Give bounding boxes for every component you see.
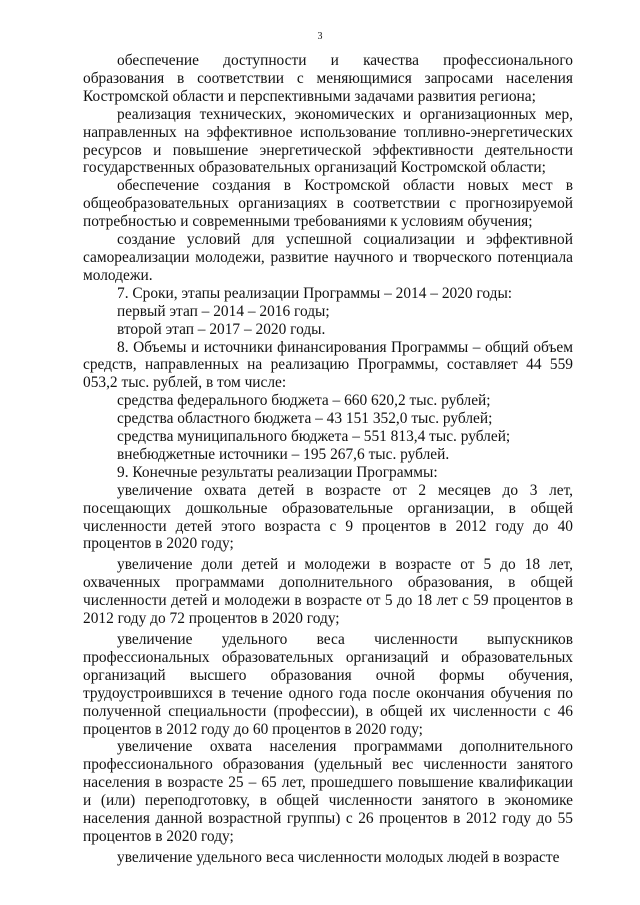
page-number: 3 bbox=[317, 31, 323, 42]
section-heading-financing: 8. Объемы и источники финансирования Программы – общий объем средств, направленных на реализацию Программы, составляет 44 559 053,2 тыс. рублей, в том числе: bbox=[83, 338, 573, 392]
paragraph-goal-energy-efficiency: реализация технических, экономических и организационных мер, направленных на эффективное использование топливно-энергетических ресурсов и повышение энергетической эффективности деятельности государственных образовательных организаций Костромской области; bbox=[83, 105, 573, 177]
funding-municipal: средства муниципального бюджета – 551 813,4 тыс. рублей; bbox=[117, 428, 511, 446]
section-heading-terms: 7. Сроки, этапы реализации Программы – 2014 – 2020 годы: bbox=[117, 284, 513, 302]
paragraph-goal-professional-education: обеспечение доступности и качества профессионального образования в соответствии с меняющимися запросами населения Костромской области и перспективными задачами развития региона; bbox=[83, 52, 573, 105]
paragraph-goal-youth-socialization: создание условий для успешной социализации и эффективной самореализации молодежи, развитие научного и творческого потенциала молодежи. bbox=[83, 231, 573, 284]
stage-first: первый этап – 2014 – 2016 годы; bbox=[117, 302, 330, 320]
result-graduate-employment: увеличение удельного веса численности выпускников профессиональных образовательных организаций и образовательных организаций высшего образования очной формы обучения, трудоустроившихся в течение одного года после окончания обучения по полученной специальности (профессии), в общей их численности с 46 процентов в 2012 году до 60 процентов в 2020 году; bbox=[83, 631, 573, 738]
section-heading-results: 9. Конечные результаты реализации Программы: bbox=[117, 463, 438, 481]
funding-extrabudgetary: внебюджетные источники – 195 267,6 тыс. рублей. bbox=[117, 445, 450, 463]
result-additional-education: увеличение доли детей и молодежи в возрасте от 5 до 18 лет, охваченных программами дополнительного образования, в общей численности детей и молодежи в возрасте от 5 до 18 лет с 59 процентов в 2012 году до 72 процентов в 2020 году; bbox=[83, 556, 573, 628]
stage-second: второй этап – 2017 – 2020 годы. bbox=[117, 320, 326, 338]
result-adult-training: увеличение охвата населения программами дополнительного профессионального образования (удельный вес численности занятого населения в возрасте 25 – 65 лет, прошедшего повышение квалификации и (или) переподготовку, в общей численности занятого в экономике населения данной возрастной группы) с 26 процентов в 2012 году до 55 процентов в 2020 году; bbox=[83, 738, 573, 845]
funding-federal: средства федерального бюджета – 660 620,2 тыс. рублей; bbox=[117, 392, 491, 410]
result-preschool-coverage: увеличение охвата детей в возрасте от 2 месяцев до 3 лет, посещающих дошкольные образовательные организации, в общей численности детей этого возраста с 9 процентов в 2012 году до 40 процентов в 2020 году; bbox=[83, 481, 573, 553]
paragraph-goal-new-school-places: обеспечение создания в Костромской области новых мест в общеобразовательных организациях в соответствии с прогнозируемой потребностью и современными требованиями к условиям обучения; bbox=[83, 177, 573, 231]
funding-regional: средства областного бюджета – 43 151 352,0 тыс. рублей; bbox=[117, 410, 493, 428]
body-text bbox=[83, 52, 573, 867]
result-youth-share: увеличение удельного веса численности молодых людей в возрасте bbox=[117, 848, 560, 866]
